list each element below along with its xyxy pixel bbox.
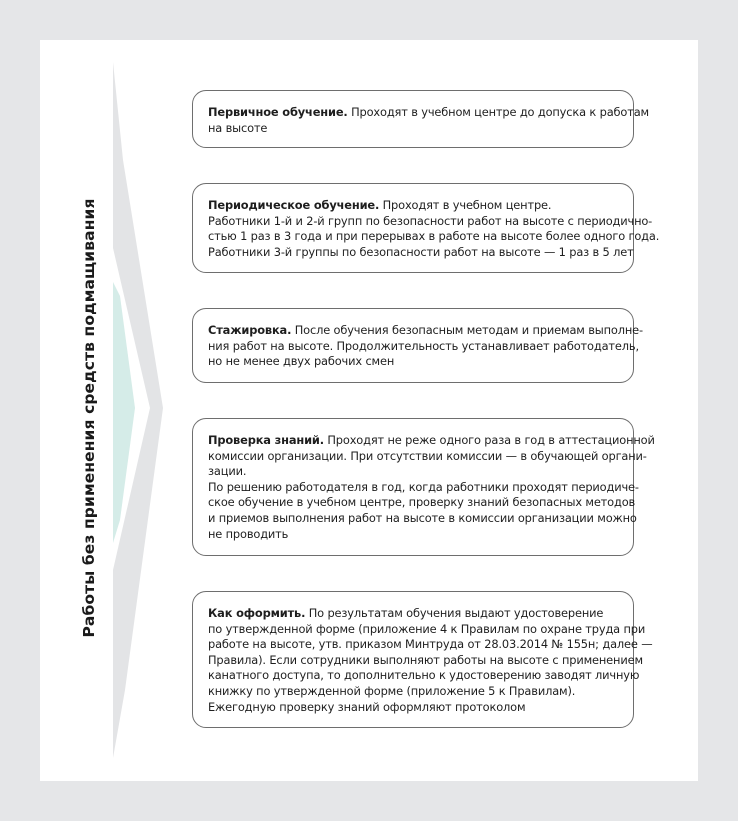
box-line: Правила). Если сотрудники выполняют работы на высоте с применением xyxy=(208,652,643,667)
box-line: работе на высоте, утв. приказом Минтруда от 28.03.2014 № 155н; далее — xyxy=(208,637,653,652)
box-line: ское обучение в учебном центре, проверку знаний безопасных методов xyxy=(208,495,636,510)
box-line xyxy=(208,105,649,121)
box-line xyxy=(208,198,619,214)
box-line: и приемов выполнения работ на высоте в комиссии организации можно xyxy=(208,510,637,525)
box-line: Работники 1-й и 2-й групп по безопасности работ на высоте с периодично- xyxy=(208,213,653,228)
box-text: После обучения безопасным методам и приемам выполне- xyxy=(291,323,643,337)
box-heading: Периодическое обучение. xyxy=(208,198,380,212)
box-line: комиссии организации. При отсутствии комиссии — в обучающей органи- xyxy=(208,448,647,463)
box-line: стью 1 раз в 3 года и при перерывах в работе на высоте более одного года. xyxy=(208,229,660,244)
box-line: зации. xyxy=(208,464,247,479)
box-line: не проводить xyxy=(208,526,289,541)
info-box-internship xyxy=(192,308,643,383)
box-text: Проходят в учебном центре до допуска к работам xyxy=(347,105,649,119)
box-line: но не менее двух рабочих смен xyxy=(208,354,395,369)
info-box-primary-training xyxy=(192,90,649,148)
info-box-periodic-training xyxy=(192,183,660,273)
box-line: на высоте xyxy=(208,120,268,135)
box-text: По результатам обучения выдают удостоверение xyxy=(305,606,604,620)
box-line: Ежегодную проверку знаний оформляют протоколом xyxy=(208,699,526,714)
box-line: канатного доступа, то дополнительно к удостоверению заводят личную xyxy=(208,668,640,683)
box-line xyxy=(208,606,619,622)
box-heading: Проверка знаний. xyxy=(208,433,324,447)
box-heading: Первичное обучение. xyxy=(208,105,348,119)
box-heading: Как оформить. xyxy=(208,606,306,620)
box-text: Проходят не реже одного раза в год в аттестационной xyxy=(323,433,655,447)
box-line: Работники 3-й группы по безопасности работ на высоте — 1 раз в 5 лет xyxy=(208,244,634,259)
box-line: книжку по утвержденной форме (приложение 5 к Правилам). xyxy=(208,683,576,698)
box-heading: Стажировка. xyxy=(208,323,292,337)
box-line xyxy=(208,323,643,339)
box-line: по утвержденной форме (приложение 4 к Правилам по охране труда при xyxy=(208,621,646,636)
box-line xyxy=(208,433,655,449)
box-line: По решению работодателя в год, когда работники проходят периодиче- xyxy=(208,479,639,494)
info-box-knowledge-check xyxy=(192,418,655,556)
info-box-how-to-document xyxy=(192,591,653,728)
vertical-section-title: Работы без применения средств подмащивания xyxy=(80,198,98,638)
box-line: ния работ на высоте. Продолжительность устанавливает работодатель, xyxy=(208,338,639,353)
box-text: Проходят в учебном центре. xyxy=(379,198,552,212)
